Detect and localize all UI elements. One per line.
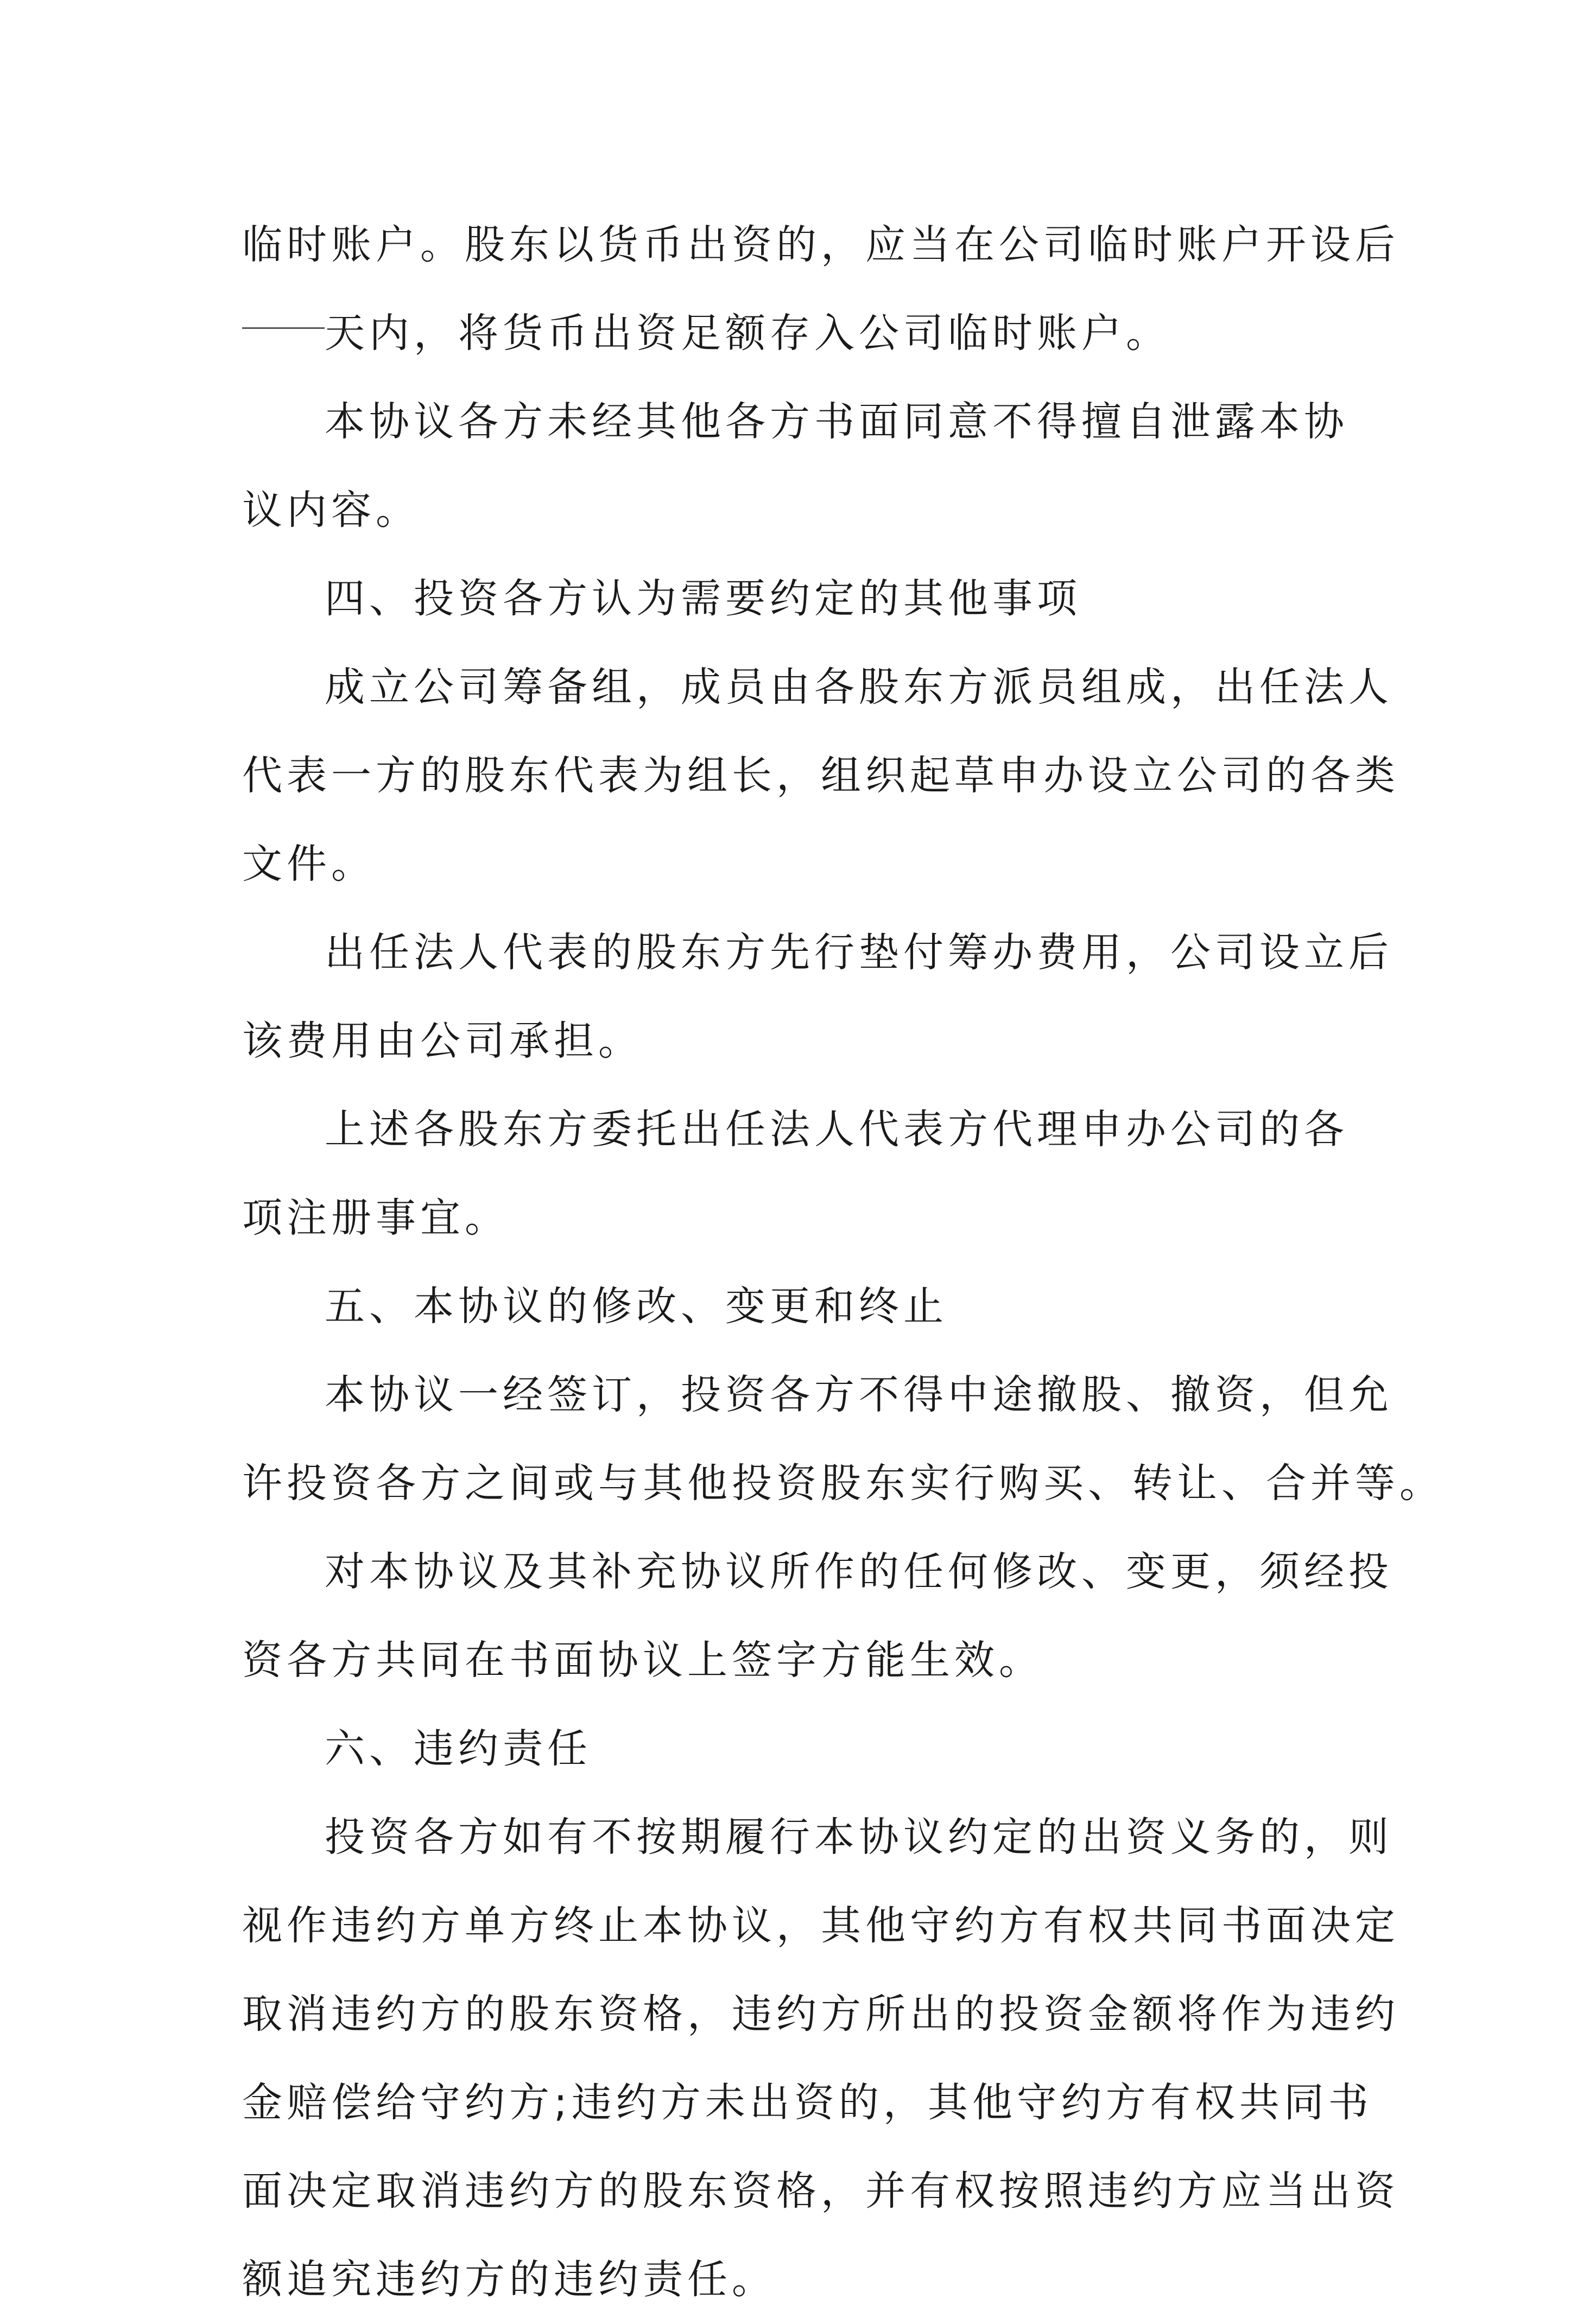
fill-in-blank: [242, 273, 325, 329]
paragraph-line: 代表一方的股东代表为组长，组织起草申办设立公司的各类: [242, 752, 1399, 799]
paragraph-line: 临时账户。股东以货币出资的，应当在公司临时账户开设后: [242, 221, 1399, 268]
paragraph-line: 项注册事宜。: [242, 1195, 509, 1241]
paragraph-line: 出任法人代表的股东方先行垫付筹办费用，公司设立后: [325, 929, 1393, 976]
paragraph-modification-consent: [242, 1528, 1393, 1705]
section-heading: 六、违约责任: [325, 1725, 592, 1772]
paragraph-continuation: [242, 201, 1399, 378]
section-heading: 四、投资各方认为需要约定的其他事项: [325, 575, 1081, 622]
paragraph-confidentiality: [242, 378, 1348, 555]
paragraph-line: 上述各股东方委托出任法人代表方代理申办公司的各: [325, 1106, 1348, 1153]
section-heading-amendment: [242, 1262, 1344, 1351]
paragraph-line: 议内容。: [242, 487, 420, 534]
paragraph-line: [242, 289, 1344, 378]
paragraph-preparatory-costs: [242, 909, 1393, 1085]
paragraph-line: 文件。: [242, 841, 376, 887]
paragraph-preparatory-group: [242, 643, 1399, 909]
paragraph-line: 该费用由公司承担。: [242, 1018, 643, 1064]
paragraph-no-withdrawal: [242, 1351, 1444, 1528]
paragraph-breach-liability: [242, 1793, 1399, 2324]
paragraph-line: 投资各方如有不按期履行本协议约定的出资义务的，则: [325, 1814, 1393, 1861]
paragraph-line: 取消违约方的股东资格，违约方所出的投资金额将作为违约: [242, 1991, 1399, 2037]
paragraph-line: 面决定取消违约方的股东资格，并有权按照违约方应当出资: [242, 2168, 1399, 2214]
paragraph-line: 本协议各方未经其他各方书面同意不得擅自泄露本协: [325, 398, 1348, 445]
section-heading: 五、本协议的修改、变更和终止: [325, 1283, 948, 1330]
paragraph-line: 对本协议及其补充协议所作的任何修改、变更，须经投: [325, 1548, 1393, 1595]
paragraph-line: 许投资各方之间或与其他投资股东实行购买、转让、合并等。: [242, 1460, 1444, 1507]
paragraph-line: 资各方共同在书面协议上签字方能生效。: [242, 1637, 1043, 1684]
section-heading-liability: [242, 1705, 1344, 1793]
paragraph-line: 金赔偿给守约方;违约方未出资的，其他守约方有权共同书: [242, 2079, 1373, 2126]
paragraph-line: 额追究违约方的违约责任。: [242, 2256, 776, 2303]
paragraph-line: 成立公司筹备组，成员由各股东方派员组成，出任法人: [325, 664, 1393, 710]
section-heading-other-matters: [242, 555, 1344, 643]
paragraph-line: 本协议一经签订，投资各方不得中途撤股、撤资，但允: [325, 1371, 1393, 1418]
paragraph-line: 视作违约方单方终止本协议，其他守约方有权共同书面决定: [242, 1902, 1399, 1949]
document-body: [242, 201, 1444, 2324]
paragraph-line-text: 天内，将货币出资足额存入公司临时账户。: [325, 310, 1170, 357]
paragraph-registration-agency: [242, 1085, 1348, 1262]
